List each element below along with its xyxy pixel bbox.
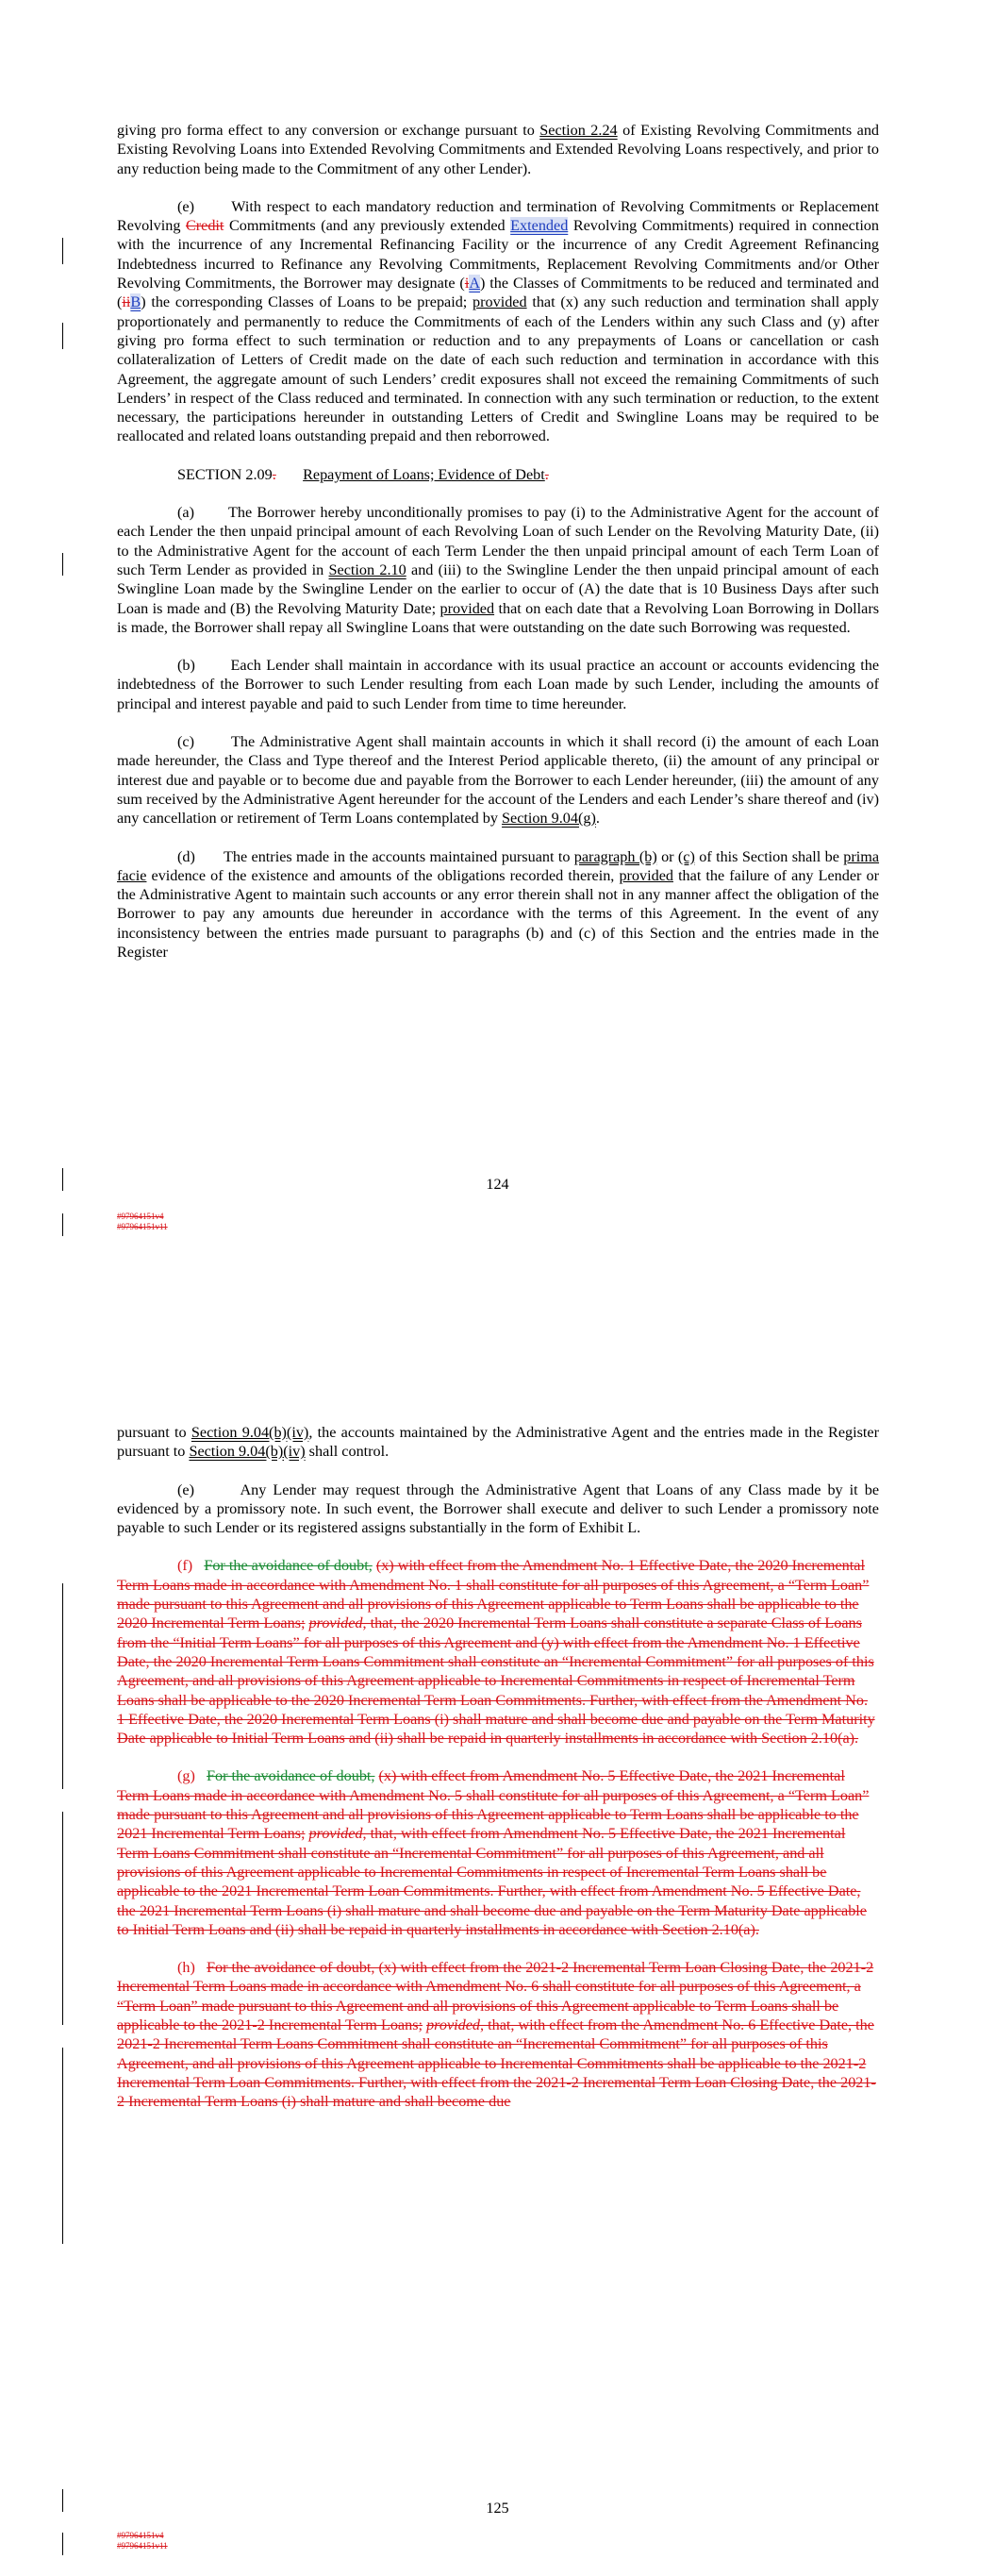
- deleted-ii: ii: [122, 293, 131, 311]
- deleted-period: .: [544, 465, 549, 483]
- facie-term: facie: [117, 866, 147, 884]
- label-e: (e): [177, 197, 194, 215]
- doc-footer: [117, 1212, 168, 1232]
- paragraph-c-agent-accounts: [117, 732, 879, 828]
- page-125: [0, 1302, 995, 2576]
- paragraph-d-entries: [117, 847, 879, 962]
- section-number: SECTION 2.09: [177, 465, 273, 483]
- deleted-provided: provided: [308, 1825, 363, 1843]
- d-text: or: [661, 847, 674, 865]
- change-bar: [62, 1213, 63, 1236]
- paragraph-a-repayment: [117, 503, 879, 637]
- label-d: (d): [177, 847, 195, 865]
- change-bar: [62, 1583, 63, 1789]
- doc-footer: [117, 2531, 168, 2551]
- inserted-B: B: [130, 293, 141, 311]
- provided-term: provided: [439, 599, 495, 617]
- paragraph-g-deleted: [117, 1766, 879, 1939]
- cont-text: , the accounts maintained by the Administrative Agent and the entries made in the Register pursuant to: [117, 1424, 880, 1461]
- deleted-period: .: [272, 465, 276, 483]
- provided-term: provided: [619, 866, 673, 884]
- section-title: Repayment of Loans; Evidence of Debt: [303, 465, 545, 483]
- intro-paragraph: [117, 121, 879, 178]
- paragraph-f-deleted: [117, 1556, 879, 1748]
- section-9-04-ref: Section 9.04(b)(iv): [189, 1443, 306, 1461]
- a-text: The Borrower hereby unconditionally promises to pay (i) to the Administrative Agent for the account of each Lender the then unpaid principal amount of each Revolving Loan of such Lender on the Revolving Maturity Date, (ii) to the Administrative Agent for the account of each Term Lender the then unpaid principal amount of each Term Loan of such Term Lender as provided in: [117, 504, 879, 578]
- change-bar: [62, 1168, 63, 1191]
- page-124-body: [117, 121, 879, 962]
- footer-doc-id: #97964151v11: [117, 2541, 168, 2551]
- footer-doc-id: #97964151v4: [117, 1212, 164, 1221]
- c-text: The Administrative Agent shall maintain accounts in which it shall record (i) the amount of each Loan made hereunder, the Class and Type thereof and the Interest Period applicable thereto, (ii) the amount of any principal or interest due and payable or to become due and payable from the Borrower to each Lender hereunder, (iii) the amount of any sum received by the Administrative Agent hereunder for the account of the Lenders and each Lender’s share thereof and (iv) any cancellation or retirement of Term Loans contemplated by: [117, 733, 879, 828]
- footer-doc-id: #97964151v4: [117, 2531, 164, 2540]
- deleted-text: , that, with effect from Amendment No. 5 Effective Date, the 2021 Incremental Term Loans Commitment shall constitute an “Incremental Commitment” for all purposes of this Agreement, and all provisions of this Agreement applicable to Incremental Commitments in respect of Incremental Term Loans shall be applicable to the 2021 Incremental Term Loan Commitments. Further, with effect from Amendment No. 5 Effective Date, the 2021 Incremental Term Loans (i) shall mature and shall become due and payable on the Term Maturity Date applicable to Initial Term Loans and (ii) shall be repaid in quarterly installments in accordance with Section 2.10(a).: [117, 1825, 867, 1938]
- d-text: The entries made in the accounts maintained pursuant to: [224, 847, 571, 865]
- a-text: and (iii) to the Swingline Lender the then unpaid principal amount of each Swingline Loan made by the Swingline Lender on the earlier to occur of (A) the date that is 10 Business Days after such Loan is made and (B) the Revolving Maturity Date;: [117, 560, 879, 617]
- inserted-A: A: [469, 275, 481, 293]
- intro-text-rest: of Existing Revolving Commitments and Existing Revolving Loans into Extended Revolving Commitments and Extended Revolving Loans respectively, and prior to any reduction being made to the Commitment of any other Lender).: [117, 122, 880, 177]
- page-number: 125: [486, 2500, 509, 2517]
- deleted-provided: provided: [308, 1614, 363, 1632]
- d-text: that the failure of any Lender or the Administrative Agent to maintain such accounts or any error therein shall not in any manner affect the obligation of the Borrower to pay any amounts due hereunder in accordance with the terms of this Agreement. In the event of any inconsistency between the entries made pursuant to paragraphs (b) and (c) of this Section and the entries made in the Register: [117, 866, 879, 961]
- deleted-text: For the avoidance of doubt, (x) with effect from the 2021-2 Incremental Term Loan Closing Date, the 2021-2 Incremental Term Loans made in accordance with Amendment No. 6 shall constitute for all purposes of this Agreement, a “Term Loan” made pursuant to this Agreement and all provisions of this Agreement applicable to Term Loans shall be applicable to the 2021-2 Incremental Term Loans;: [117, 1959, 874, 2034]
- paragraph-e-promissory-note: [117, 1480, 879, 1538]
- paragraph-c-ref: (c): [677, 847, 695, 865]
- e-text: that (x) any such reduction and termination shall apply proportionately and permanently to reduce the Commitments of each of the Lenders within any such Class and (y) after giving pro forma effect to such termination or reduction and to any prepayments of Loans or cancellation or cash collateralization of Letters of Credit made on the date of each such reduction and termination in accordance with this Agreement, the aggregate amount of such Lenders’ credit exposures shall not exceed the remaining Commitments of such Lenders’ in respect of the Class reduced and terminated. In connection with any such termination or reduction, to the extent necessary, the participations hereunder in outstanding Letters of Credit and Swingline Loans may be required to be reallocated and related loans outstanding prepaid and then reborrowed.: [117, 293, 880, 445]
- page-number: 124: [486, 1176, 509, 1193]
- change-bar: [62, 2489, 63, 2512]
- section-2-24-ref: Section 2.24: [539, 122, 618, 139]
- section-2-09-heading: [117, 465, 879, 484]
- section-2-10-ref: Section 2.10: [328, 560, 406, 578]
- deleted-i: i: [464, 275, 470, 293]
- deleted-text: , that, the 2020 Incremental Term Loans shall constitute a separate Class of Loans from the “Initial Term Loans” for all purposes of this Agreement and (y) with effect from the Amendment No. 1 Effective Date, the 2020 Incremental Term Loans Commitment shall constitute an “Incremental Commitment” for all purposes of this Agreement, and all provisions of this Agreement applicable to Incremental Commitments in respect of Incremental Term Loans shall be applicable to the 2020 Incremental Term Loan Commitments. Further, with effect from the Amendment No. 1 Effective Date, the 2020 Incremental Term Loans (i) shall mature and shall become due and payable on the Term Maturity Date applicable to Initial Term Loans and (ii) shall be repaid in quarterly installments in accordance with Section 2.10(a).: [117, 1614, 875, 1748]
- label-g: (g): [177, 1767, 195, 1785]
- moved-text: For the avoidance of doubt,: [204, 1557, 373, 1575]
- deleted-text: (x) with effect from Amendment No. 5 Effective Date, the 2021 Incremental Term Loans made in accordance with Amendment No. 5 shall constitute for all purposes of this Agreement, a “Term Loan” made pursuant to this Agreement and all provisions of this Agreement applicable to Term Loans shall be applicable to the 2021 Incremental Term Loans;: [117, 1767, 870, 1843]
- moved-text: For the avoidance of doubt,: [207, 1767, 375, 1785]
- d-text: evidence of the existence and amounts of the obligations recorded therein,: [151, 866, 615, 884]
- b-text: Each Lender shall maintain in accordance with its usual practice an account or accounts evidencing the indebtedness of the Borrower to such Lender resulting from each Loan made by such Lender, including the amounts of principal and interest payable and paid to such Lender from time to time hereunder.: [117, 657, 880, 712]
- cont-text: shall control.: [308, 1443, 390, 1461]
- change-bar: [62, 2048, 63, 2244]
- label-e: (e): [177, 1480, 194, 1498]
- page-125-body: [117, 1423, 879, 2112]
- section-9-04-ref: Section 9.04(b)(iv): [191, 1424, 309, 1441]
- label-a: (a): [177, 504, 194, 522]
- footer-doc-id: #97964151v11: [117, 1222, 168, 1231]
- c-text: .: [595, 810, 600, 828]
- change-bar: [62, 553, 63, 576]
- provided-term: provided: [473, 293, 527, 311]
- e-text: ) the corresponding Classes of Loans to be prepaid;: [141, 293, 468, 311]
- inserted-extended: Extended: [510, 217, 569, 235]
- prima-term: prima: [843, 847, 880, 865]
- deleted-text: , that, with effect from the Amendment No. 6 Effective Date, the 2021-2 Incremental Term Loans Commitment shall constitute an “Incremental Commitment” for all purposes of this Agreement, and all provisions of this Agreement applicable to Incremental Commitments shall be applicable to the 2021-2 Incremental Term Loan Commitments. Further, with effect from the 2021-2 Incremental Term Loan Closing Date, the 2021-2 Incremental Term Loans (i) shall mature and shall become due: [117, 2016, 876, 2111]
- change-bar: [62, 323, 63, 349]
- e-text: Any Lender may request through the Administrative Agent that Loans of any Class made by it be evidenced by a promissory note. In such event, the Borrower shall execute and deliver to such Lender a promissory note payable to such Lender or its registered assigns substantially in the form of Exhibit L.: [117, 1480, 880, 1537]
- deleted-provided: provided: [426, 2016, 481, 2034]
- e-text: ) the Classes of Commitments to be reduced and terminated and (: [117, 275, 879, 311]
- paragraph-b-ref: paragraph (b): [573, 847, 657, 865]
- continuation-paragraph: [117, 1423, 879, 1462]
- e-text: With respect to each mandatory reduction and termination of Revolving Commitments or Replacement Revolving: [117, 197, 879, 235]
- a-text: that on each date that a Revolving Loan Borrowing in Dollars is made, the Borrower shall repay all Swingline Loans that were outstanding on the date such Borrowing was requested.: [117, 599, 880, 636]
- label-h: (h): [177, 1959, 195, 1977]
- deleted-credit: Credit: [185, 217, 224, 235]
- cont-text: pursuant to: [117, 1424, 187, 1441]
- section-9-04g-ref: Section 9.04(g): [502, 810, 596, 828]
- intro-text: giving pro forma effect to any conversion or exchange pursuant to: [117, 122, 535, 139]
- e-text: Revolving Commitments) required in connection with the incurrence of any Incremental Refinancing Facility or the incurrence of any Credit Agreement Refinancing Indebtedness incurred to Refinance any Revolving Commitments, Replacement Revolving Commitments and/or Other Revolving Commitments, the Borrower may designate (: [117, 217, 879, 293]
- change-bar: [62, 1812, 63, 2025]
- paragraph-e-mandatory-reduction: [117, 197, 879, 446]
- label-b: (b): [177, 657, 195, 675]
- label-c: (c): [177, 733, 194, 751]
- paragraph-b-lender-accounts: [117, 656, 879, 713]
- d-text: of this Section shall be: [699, 847, 839, 865]
- deleted-text: (x) with effect from the Amendment No. 1 Effective Date, the 2020 Incremental Term Loans made in accordance with Amendment No. 1 shall constitute for all purposes of this Agreement, a “Term Loan” made pursuant to this Agreement and all provisions of this Agreement applicable to Term Loans shall be applicable to the 2020 Incremental Term Loans;: [117, 1557, 870, 1632]
- change-bar: [62, 2533, 63, 2555]
- paragraph-h-deleted: [117, 1958, 879, 2111]
- label-f: (f): [177, 1557, 193, 1575]
- e-text: Commitments (and any previously extended: [228, 217, 506, 235]
- change-bar: [62, 238, 63, 264]
